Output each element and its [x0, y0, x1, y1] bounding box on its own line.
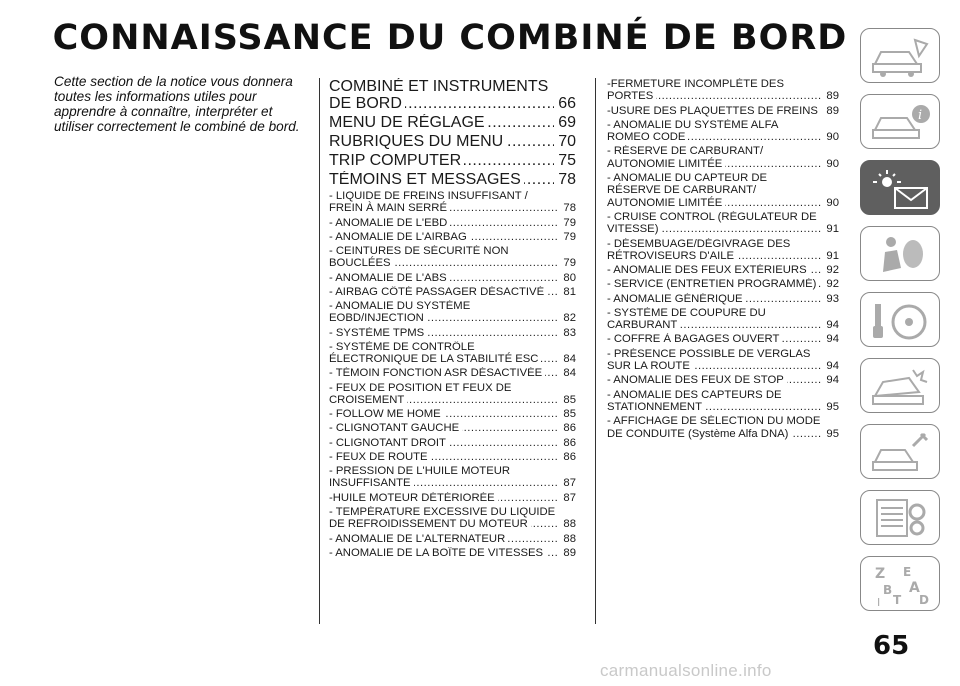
toc-entry-page: 90: [826, 157, 839, 170]
toc-entry[interactable]: [607, 278, 839, 290]
toc-entry[interactable]: [607, 211, 839, 236]
toc-entry-page: 81: [563, 285, 576, 298]
toc-entry-title: - ANOMALIE DE L'EBD: [329, 217, 450, 229]
toc-entry-title: -HUILE MOTEUR DÉTÉRIORÉE: [329, 492, 498, 504]
toc-column-2: [607, 78, 839, 442]
toc-entry[interactable]: [329, 465, 576, 490]
column-divider: [595, 78, 596, 624]
toc-entry-page: 95: [826, 400, 839, 413]
car-wrench-icon: [869, 430, 931, 474]
warning-light-message-icon: [869, 166, 931, 210]
toc-entry[interactable]: [607, 415, 839, 440]
toc-entry[interactable]: [329, 300, 576, 325]
chapter-tab-3[interactable]: [860, 160, 940, 215]
toc-entry-title: - ANOMALIE DU SYSTÈME EOBD/INJECTION: [329, 300, 471, 325]
toc-entry[interactable]: [329, 327, 576, 339]
watermark: carmanualsonline.info: [600, 661, 772, 680]
toc-entry[interactable]: [607, 78, 839, 103]
toc-entry-page: 89: [826, 90, 839, 103]
toc-entry-title: - COFFRE À BAGAGES OUVERT: [607, 333, 782, 345]
toc-entry-page: 86: [563, 422, 576, 435]
toc-entry[interactable]: [607, 348, 839, 373]
toc-entry-page: 69: [558, 114, 576, 131]
toc-entry[interactable]: [329, 231, 576, 243]
toc-entry[interactable]: [329, 408, 576, 420]
toc-entry-page: 94: [826, 333, 839, 346]
toc-entry-page: 79: [563, 230, 576, 243]
toc-entry-page: 84: [563, 367, 576, 380]
toc-entry-page: 90: [826, 196, 839, 209]
toc-entry-page: 83: [563, 326, 576, 339]
toc-entry-page: 89: [826, 104, 839, 117]
toc-entry[interactable]: [329, 451, 576, 463]
toc-entry-title: - FOLLOW ME HOME: [329, 408, 444, 420]
toc-entry-title: - ANOMALIE DU CAPTEUR DE RÉSERVE DE CARBURANT/ AUTONOMIE LIMITÉE: [607, 172, 768, 209]
car-info-icon: [869, 100, 931, 144]
toc-entry[interactable]: [329, 114, 576, 131]
toc-entry[interactable]: [607, 264, 839, 276]
toc-entry-page: 84: [563, 353, 576, 366]
toc-entry-title: - PRESSION DE L'HUILE MOTEUR INSUFFISANTE: [329, 465, 511, 490]
toc-entry[interactable]: [329, 152, 576, 169]
toc-entry-page: 78: [558, 171, 576, 188]
toc-entry[interactable]: [607, 238, 839, 263]
toc-entry-title: - SERVICE (ENTRETIEN PROGRAMMÉ): [607, 278, 819, 290]
chapter-tab-1[interactable]: [860, 28, 940, 83]
toc-entry-title: - SYSTÈME DE CONTRÔLE ÉLECTRONIQUE DE LA STABILITÉ ESC: [329, 341, 541, 365]
toc-entry[interactable]: [329, 437, 576, 449]
toc-entry[interactable]: [607, 119, 839, 144]
toc-entry-page: 88: [563, 518, 576, 531]
toc-entry[interactable]: [329, 133, 576, 150]
toc-entry-page: 89: [563, 546, 576, 559]
toc-entry[interactable]: [607, 333, 839, 345]
svg-text:E: E: [903, 564, 912, 579]
toc-entry-title: - PRÉSENCE POSSIBLE DE VERGLAS SUR LA ROUTE: [607, 347, 811, 373]
toc-entry-title: - ANOMALIE GÉNÉRIQUE: [607, 293, 746, 305]
toc-entry-page: 75: [558, 152, 576, 169]
toc-entry-title: TÉMOINS ET MESSAGES: [329, 171, 524, 188]
toc-entry-title: - ANOMALIE DE L'AIRBAG: [329, 231, 470, 243]
toc-entry-title: - CLIGNOTANT GAUCHE: [329, 422, 462, 434]
toc-entry-title: - DÉSEMBUAGE/DÉGIVRAGE DES RÉTROVISEURS D'AILE: [607, 237, 791, 263]
toc-entry[interactable]: [329, 217, 576, 229]
toc-entry-title: - CLIGNOTANT DROIT: [329, 437, 449, 449]
toc-entry-page: 90: [826, 131, 839, 144]
svg-text:i: i: [918, 107, 923, 123]
toc-entry-page: 79: [563, 257, 576, 270]
toc-entry-page: 87: [563, 491, 576, 504]
toc-entry[interactable]: [329, 245, 576, 270]
toc-entry-title: - SYSTÈME DE COUPURE DU CARBURANT: [607, 306, 766, 332]
toc-entry-title: - CRUISE CONTROL (RÉGULATEUR DE VITESSE): [607, 211, 817, 236]
toc-entry-page: 66: [558, 95, 576, 112]
toc-entry-page: 79: [563, 216, 576, 229]
toc-entry[interactable]: [329, 341, 576, 366]
toc-entry-title: - ANOMALIE DE LA BOÎTE DE VITESSES: [329, 547, 546, 559]
toc-entry-title: - LIQUIDE DE FREINS INSUFFISANT / FREIN À MAIN SERRÉ: [329, 190, 528, 215]
toc-entry-page: 88: [563, 532, 576, 545]
toc-entry-page: 92: [826, 278, 839, 291]
chapter-tab-6[interactable]: [860, 358, 940, 413]
toc-entry-page: 91: [826, 250, 839, 263]
toc-entry-page: 87: [563, 477, 576, 490]
toc-entry-page: 91: [826, 223, 839, 236]
toc-entry[interactable]: [329, 506, 576, 531]
toc-entry-title: - ANOMALIE DU SYSTÈME ALFA ROMEO CODE: [607, 118, 779, 144]
toc-entry[interactable]: [329, 78, 576, 112]
toc-entry-page: 82: [563, 312, 576, 325]
car-key-icon: [869, 34, 931, 78]
toc-entry-title: - AFFICHAGE DE SÉLECTION DU MODE DE CONDUITE (Système Alfa DNA): [607, 415, 821, 440]
svg-text:T: T: [893, 592, 902, 606]
toc-entry-page: 94: [826, 374, 839, 387]
toc-entry-title: - ANOMALIE DE L'ABS: [329, 272, 450, 284]
toc-entry-title: -USURE DES PLAQUETTES DE FREINS: [607, 105, 821, 117]
page-title: CONNAISSANCE DU COMBINÉ DE BORD: [52, 18, 848, 58]
toc-entry-page: 78: [563, 202, 576, 215]
toc-entry[interactable]: [329, 190, 576, 215]
toc-entry[interactable]: [329, 272, 576, 284]
chapter-tab-2[interactable]: [860, 94, 940, 149]
toc-entry[interactable]: [607, 145, 839, 170]
toc-column-1: [329, 78, 576, 561]
toc-entry-page: 80: [563, 271, 576, 284]
svg-text:D: D: [919, 592, 929, 606]
svg-text:I: I: [877, 595, 881, 606]
toc-entry[interactable]: [329, 367, 576, 379]
toc-entry[interactable]: [329, 492, 576, 504]
chapter-tabs-sidebar: [860, 28, 942, 622]
toc-entry[interactable]: [329, 382, 576, 407]
toc-entry-page: 93: [826, 292, 839, 305]
toc-entry[interactable]: [607, 389, 839, 414]
toc-entry-page: 86: [563, 436, 576, 449]
chapter-tab-9[interactable]: [860, 556, 940, 611]
toc-entry-title: COMBINÉ ET INSTRUMENTS DE BORD: [329, 78, 549, 112]
page-number: 65: [873, 631, 910, 661]
toc-entry-title: - AIRBAG CÔTÉ PASSAGER DÉSACTIVÉ: [329, 286, 547, 298]
toc-entry[interactable]: [329, 286, 576, 298]
intro-paragraph: Cette section de la notice vous donnera toutes les informations utiles pour apprendre à connaître, interpréter et utiliser correctement le combiné de bord.: [54, 74, 300, 134]
toc-entry-page: 95: [826, 427, 839, 440]
toc-entry-page: 85: [563, 394, 576, 407]
toc-entry-title: MENU DE RÉGLAGE: [329, 114, 488, 131]
svg-text:B: B: [883, 582, 893, 597]
toc-entry[interactable]: [329, 533, 576, 545]
toc-entry[interactable]: [607, 172, 839, 209]
toc-entry-title: - TEMPÉRATURE EXCESSIVE DU LIQUIDE DE REFROIDISSEMENT DU MOTEUR: [329, 505, 556, 531]
svg-text:A: A: [909, 579, 920, 596]
toc-entry[interactable]: [607, 307, 839, 332]
toc-entry[interactable]: [607, 374, 839, 386]
toc-entry-title: - ANOMALIE DE L'ALTERNATEUR: [329, 533, 508, 545]
airbag-person-icon: [869, 232, 931, 276]
toc-entry-title: TRIP COMPUTER: [329, 152, 464, 169]
chapter-tab-7[interactable]: [860, 424, 940, 479]
alphabet-index-icon: [869, 562, 931, 606]
toc-entry[interactable]: [329, 547, 576, 559]
toc-entry[interactable]: [607, 105, 839, 117]
toc-entry-title: - CEINTURES DE SÉCURITÉ NON BOUCLÉES: [329, 245, 509, 270]
toc-entry-page: 94: [826, 319, 839, 332]
toc-entry-page: 94: [826, 360, 839, 373]
toc-entry-page: 85: [563, 408, 576, 421]
toc-entry-title: - ANOMALIE DES FEUX DE STOP: [607, 374, 787, 386]
toc-entry[interactable]: [329, 171, 576, 188]
car-crash-icon: [869, 364, 931, 408]
toc-entry-title: - ANOMALIE DES CAPTEURS DE STATIONNEMENT: [607, 388, 782, 413]
chapter-tab-5[interactable]: [860, 292, 940, 347]
toc-entry[interactable]: [607, 293, 839, 305]
toc-entry-title: - RÉSERVE DE CARBURANT/ AUTONOMIE LIMITÉE: [607, 145, 764, 170]
toc-entry-title: RUBRIQUES DU MENU: [329, 133, 506, 150]
steering-wheel-tools-icon: [869, 298, 931, 342]
toc-entry-title: - SYSTÈME TPMS: [329, 327, 427, 339]
toc-entry-title: - FEUX DE ROUTE: [329, 451, 431, 463]
toc-entry-page: 70: [558, 133, 576, 150]
chapter-tab-4[interactable]: [860, 226, 940, 281]
toc-entry-page: 86: [563, 450, 576, 463]
toc-entry-title: -FERMETURE INCOMPLÈTE DES PORTES: [607, 78, 784, 103]
svg-text:Z: Z: [875, 565, 886, 582]
toc-entry-title: - ANOMALIE DES FEUX EXTÉRIEURS: [607, 264, 810, 276]
toc-entry-title: - TÉMOIN FONCTION ASR DÉSACTIVÉE: [329, 367, 545, 379]
toc-entry[interactable]: [329, 422, 576, 434]
toc-entry-title: - FEUX DE POSITION ET FEUX DE CROISEMENT: [329, 381, 512, 407]
toc-entry-page: 92: [826, 264, 839, 277]
chapter-tab-8[interactable]: [860, 490, 940, 545]
spec-sheet-icon: [869, 496, 931, 540]
column-divider: [319, 78, 320, 624]
